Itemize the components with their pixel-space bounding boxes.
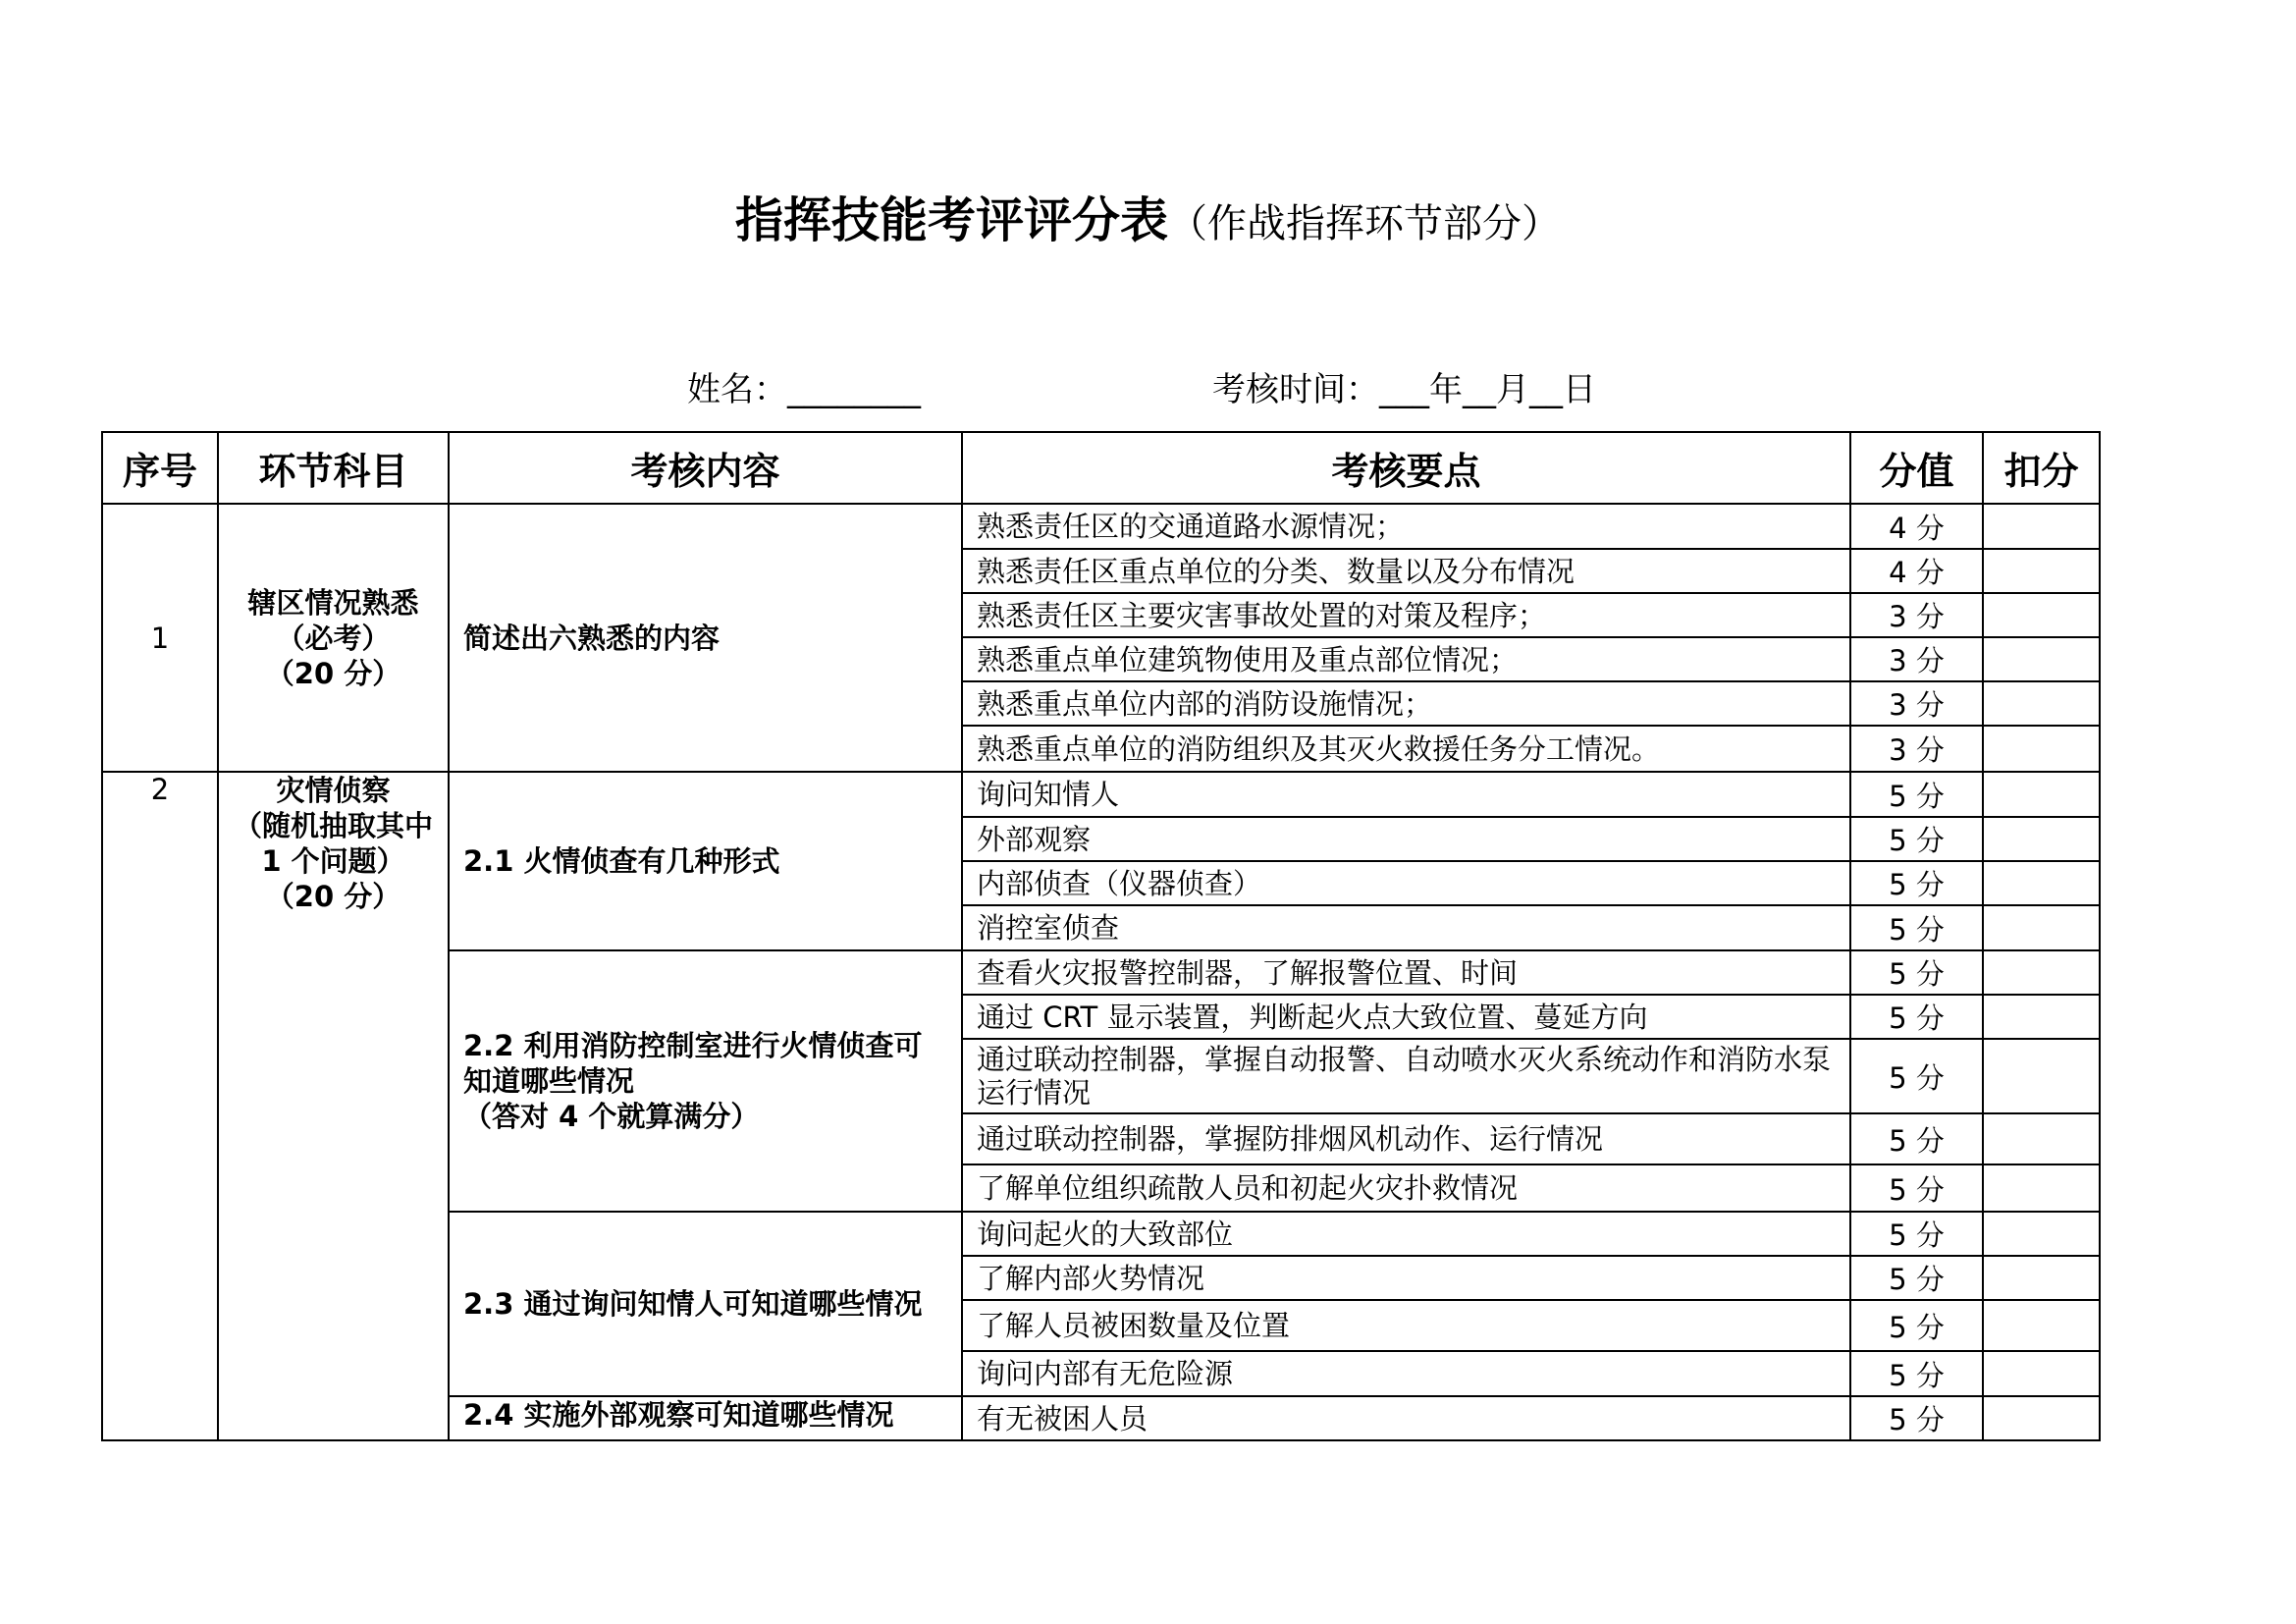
subject-line: 灾情侦察 [276,774,391,807]
deduction-cell[interactable] [1983,1300,2100,1351]
score-cell: 5 分 [1850,995,1983,1039]
header-score: 分值 [1850,432,1983,504]
point-cell: 了解人员被困数量及位置 [962,1300,1850,1351]
point-cell: 通过 CRT 显示装置，判断起火点大致位置、蔓延方向 [962,995,1850,1039]
score-cell: 5 分 [1850,1396,1983,1440]
subject-line: （20 分） [265,656,401,690]
deduction-cell[interactable] [1983,1212,2100,1256]
score-cell: 5 分 [1850,861,1983,905]
point-cell: 有无被困人员 [962,1396,1850,1440]
point-cell: 熟悉责任区主要灾害事故处置的对策及程序； [962,593,1850,637]
point-cell: 内部侦查（仪器侦查） [962,861,1850,905]
deduction-cell[interactable] [1983,1113,2100,1164]
deduction-cell[interactable] [1983,950,2100,995]
score-cell: 3 分 [1850,726,1983,772]
score-cell: 5 分 [1850,950,1983,995]
score-cell: 5 分 [1850,1164,1983,1212]
score-cell: 5 分 [1850,1256,1983,1300]
subject-cell [218,504,449,772]
subject-line: （必考） [276,621,391,655]
deduction-cell[interactable] [1983,681,2100,726]
score-cell: 5 分 [1850,1113,1983,1164]
subject-cell [218,772,449,1440]
point-cell: 询问内部有无危险源 [962,1351,1850,1396]
point-cell: 熟悉重点单位建筑物使用及重点部位情况； [962,637,1850,681]
seq-cell: 1 [102,504,218,772]
deduction-cell[interactable] [1983,593,2100,637]
deduction-cell[interactable] [1983,549,2100,593]
deduction-cell[interactable] [1983,1039,2100,1113]
deduction-cell[interactable] [1983,637,2100,681]
deduction-cell[interactable] [1983,726,2100,772]
score-cell: 4 分 [1850,549,1983,593]
score-cell: 5 分 [1850,1039,1983,1113]
header-points: 考核要点 [962,432,1850,504]
subject-line: （随机抽取其中 [233,809,433,842]
subject-line: 1 个问题） [261,844,405,878]
deduction-cell[interactable] [1983,817,2100,861]
point-cell: 通过联动控制器，掌握自动报警、自动喷水灭火系统动作和消防水泵运行情况 [962,1039,1850,1113]
deduction-cell[interactable] [1983,772,2100,817]
page-title [0,187,2296,255]
content-cell: 简述出六熟悉的内容 [449,504,962,772]
point-cell: 熟悉责任区重点单位的分类、数量以及分布情况 [962,549,1850,593]
header-deduction: 扣分 [1983,432,2100,504]
header-row [102,432,2100,504]
point-cell: 查看火灾报警控制器，了解报警位置、时间 [962,950,1850,995]
point-cell: 通过联动控制器，掌握防排烟风机动作、运行情况 [962,1113,1850,1164]
point-cell: 询问知情人 [962,772,1850,817]
deduction-cell[interactable] [1983,1256,2100,1300]
score-cell: 3 分 [1850,637,1983,681]
deduction-cell[interactable] [1983,1351,2100,1396]
deduction-cell[interactable] [1983,1396,2100,1440]
point-cell: 熟悉责任区的交通道路水源情况； [962,504,1850,549]
score-cell: 3 分 [1850,681,1983,726]
score-cell: 5 分 [1850,772,1983,817]
header-content: 考核内容 [449,432,962,504]
subject-line: （20 分） [265,880,401,913]
header-seq: 序号 [102,432,218,504]
table-row [102,504,2100,549]
score-cell: 5 分 [1850,1212,1983,1256]
point-cell: 消控室侦查 [962,905,1850,950]
content-cell: 2.4 实施外部观察可知道哪些情况 [449,1396,962,1440]
score-cell: 4 分 [1850,504,1983,549]
point-cell: 了解内部火势情况 [962,1256,1850,1300]
deduction-cell[interactable] [1983,995,2100,1039]
score-cell: 3 分 [1850,593,1983,637]
subject-line: 辖区情况熟悉 [247,585,419,620]
deduction-cell[interactable] [1983,861,2100,905]
seq-cell: 2 [102,772,218,1440]
score-cell: 5 分 [1850,817,1983,861]
point-cell: 了解单位组织疏散人员和初起火灾扑救情况 [962,1164,1850,1212]
header-subject: 环节科目 [218,432,449,504]
name-field: 姓名：________ [687,370,921,409]
deduction-cell[interactable] [1983,504,2100,549]
exam-date-field: 考核时间：___年__月__日 [1212,370,1596,409]
score-cell: 5 分 [1850,1351,1983,1396]
score-table [101,431,2101,1441]
point-cell: 询问起火的大致部位 [962,1212,1850,1256]
title-sub: （作战指挥环节部分） [1168,201,1561,246]
point-cell: 外部观察 [962,817,1850,861]
content-cell: 2.3 通过询问知情人可知道哪些情况 [449,1212,962,1396]
point-cell: 熟悉重点单位的消防组织及其灭火救援任务分工情况。 [962,726,1850,772]
table-row [102,772,2100,817]
content-cell: 2.1 火情侦查有几种形式 [449,772,962,950]
point-cell: 熟悉重点单位内部的消防设施情况； [962,681,1850,726]
deduction-cell[interactable] [1983,905,2100,950]
score-cell: 5 分 [1850,1300,1983,1351]
title-main: 指挥技能考评评分表 [734,192,1168,248]
deduction-cell[interactable] [1983,1164,2100,1212]
score-cell: 5 分 [1850,905,1983,950]
content-cell: 2.2 利用消防控制室进行火情侦查可知道哪些情况 （答对 4 个就算满分） [449,950,962,1212]
